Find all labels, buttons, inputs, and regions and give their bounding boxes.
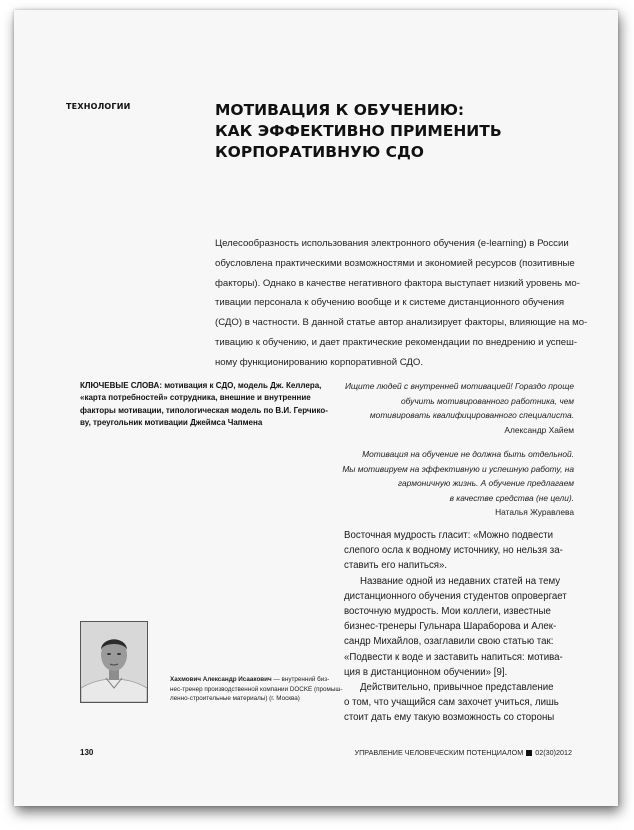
epigraph-quote-line: Ищите людей с внутренней мотивацией! Гораздо проще — [344, 381, 574, 391]
body-line: дистанционного обучения студентов опровергает — [344, 590, 567, 602]
epigraph-quote-line: Мотивация на обучение не должна быть отдельной. — [362, 449, 574, 459]
page-number: 130 — [80, 748, 94, 757]
epigraph-quote-line: в качестве средства (не цели). — [449, 492, 574, 503]
epigraph-quote-line: обучить мотивированного работника, чем — [400, 395, 574, 406]
epigraph — [274, 447, 574, 520]
body-line: Действительно, привычное представление — [360, 682, 554, 694]
body-line: сандр Михайлов, озаглавили свою статью так: — [344, 636, 554, 648]
section-label: ТЕХНОЛОГИИ — [66, 102, 131, 111]
epigraph-author: Александр Хайем — [504, 424, 574, 435]
abstract-line: обусловлена практическими возможностями и экономией ресурсов (позитивные — [215, 257, 575, 269]
body-line: о том, что учащийся сам захочет учиться, лишь — [344, 697, 559, 709]
abstract-line: тивацию к обучению, и дает практические рекомендации по внедрению и успеш- — [215, 336, 578, 348]
author-name: Хахмович Александр Исаакович — [170, 676, 272, 683]
title-line: КОРПОРАТИВНУЮ СДО — [215, 143, 424, 161]
epigraph-author: Наталья Журавлева — [495, 507, 574, 518]
author-info-line: ленно-строительные материалы) (г. Москва) — [170, 695, 300, 703]
epigraph — [274, 379, 574, 437]
abstract-line: (СДО) в частности. В данной статье автор анализирует факторы, влияющие на мо- — [215, 317, 588, 329]
body-line: «Подвести к воде и заставить напиться: мотива- — [344, 651, 563, 663]
journal-name: УПРАВЛЕНИЕ ЧЕЛОВЕЧЕСКИМ ПОТЕНЦИАЛОМ — [354, 748, 524, 757]
keywords-line: КЛЮЧЕВЫЕ СЛОВА: мотивация к СДО, модель Дж. Келлера, — [80, 381, 322, 390]
keywords-line: факторы мотивации, типологическая модель по В.И. Герчико- — [80, 405, 328, 415]
keywords-line: ву, треугольник мотивации Джеймса Чапмена — [80, 418, 263, 428]
abstract-line: факторы). Однако в качестве негативного фактора выступает низкий уровень мо- — [215, 277, 580, 289]
author-info-line — [170, 675, 335, 685]
author-info-line: нес-тренер производственной компании DOCKE (промыш- — [170, 685, 343, 693]
epigraph-quote-line: гармоничную жизнь. А обучение предлагаем — [397, 478, 574, 489]
abstract-line: ному функционированию корпоративной СДО. — [215, 356, 424, 368]
title-line: КАК ЭФФЕКТИВНО ПРИМЕНИТЬ — [215, 122, 502, 140]
body-line: восточную мудрость. Мои коллеги, известные — [344, 606, 551, 618]
body-line: слепого осла к водному источнику, но нельзя за- — [344, 545, 563, 557]
body-line: Восточная мудрость гласит: «Можно подвести — [344, 530, 554, 541]
epigraph-quote-line: Мы мотивируем на эффективную и успешную работу, на — [342, 463, 574, 474]
body-line: стоит дать ему такую возможность со стороны — [344, 712, 555, 724]
running-footer — [355, 748, 572, 757]
abstract-line: Целесообразность использования электронного обучения (e-learning) в России — [215, 238, 569, 249]
article-title — [215, 100, 595, 163]
author-photo — [80, 621, 148, 703]
square-bullet-icon — [526, 750, 532, 756]
title-line: МОТИВАЦИЯ К ОБУЧЕНИЮ: — [215, 101, 465, 119]
body-line: Название одной из недавних статей на тему — [360, 575, 561, 587]
epigraph-quote-line: мотивировать квалифицированного специалиста. — [369, 410, 574, 421]
issue-number: 02(30)2012 — [535, 748, 572, 757]
body-text — [344, 528, 594, 726]
body-line: ставить его напиться». — [344, 560, 448, 572]
keywords-line: «карта потребностей» сотрудника, внешние и внутренние — [80, 393, 311, 403]
abstract — [215, 234, 587, 373]
author-desc: — внутренний биз- — [271, 676, 330, 683]
body-line: бизнес-тренеры Гульнара Шараборова и Алек- — [344, 621, 557, 633]
body-line: ция в дистанционном обучении» [9]. — [344, 666, 508, 678]
abstract-line: тивации персонала к обучению вообще и к системе дистанционного обучения — [215, 297, 565, 309]
author-info — [170, 675, 343, 704]
author-portrait-image — [81, 622, 147, 702]
